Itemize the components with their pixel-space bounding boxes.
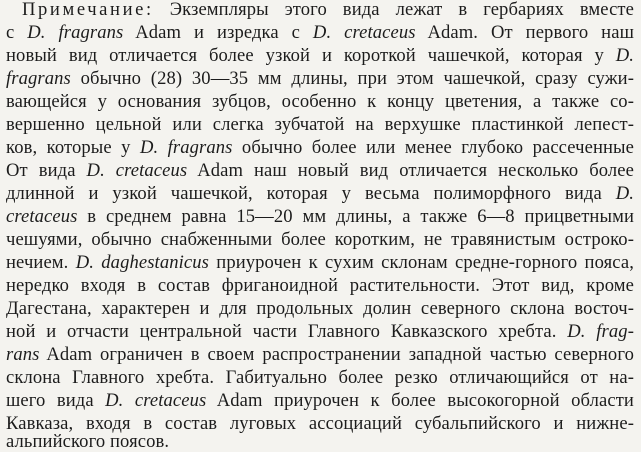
text-line-14: Дагестана, характерен и для продольных долин северного склона восточ- [6,298,634,319]
text-line-15: ной и отчасти центральной части Главного Кавказского хребта. D. frag- [6,321,634,342]
text-line-4: fragrans обычно (28) 30—35 мм длины, при этом чашечкой, сразу сужи- [6,68,634,89]
text-line-17: склона Главного хребта. Габитуально более резко отличающийся от на- [6,367,634,388]
taxon-name: D. [615,45,634,66]
taxon-name: D. cretaceus [312,22,416,43]
taxon-name: rans [6,344,40,365]
text-line-16: rans Adam ограничен в своем распространении западной частью северного [6,344,634,365]
taxon-name: D. cretaceus [86,160,188,181]
text-line-10: cretaceus в среднем равна 15—20 мм длины, а также 6—8 прицветными [6,206,634,227]
text-line-19: Кавказа, входя в состав луговых ассоциаций субальпийского и нижне- [6,413,634,434]
text-line-18: шего вида D. cretaceus Adam приурочен к более высокогорной области [6,390,634,411]
text-line-5: вающейся у основания зубцов, особенно к концу цветения, а также со- [6,91,634,112]
text-line-8: От вида D. cretaceus Adam наш новый вид отличается несколько более [6,160,634,181]
text-line-7: ков, которые у D. fragrans обычно более или менее глубоко рассеченные [6,137,634,158]
taxon-name: D. frag- [567,321,634,342]
taxon-name: D. fragrans [139,137,233,158]
text-line-3: новый вид отличается более узкой и короткой чашечкой, которая у D. [6,45,634,66]
text-line-9: длинной и узкой чашечкой, которая у весьма полиморфного вида D. [6,183,634,204]
text-line-20: альпийского поясов. [6,431,170,452]
taxon-name: D. daghestanicus [75,252,209,273]
text-line-13: нередко входя в состав фриганоидной растительности. Этот вид, кроме [6,275,634,296]
taxon-name: D. [615,183,634,204]
text-line-12: нечием. D. daghestanicus приурочен к сухим склонам средне-горного пояса, [6,252,634,273]
text-line-1: Примечание: Экземпляры этого вида лежат в гербариях вместе [22,0,635,20]
text-line-6: вершенно цельной или слегка зубчатой на верхушке пластинкой лепест- [6,114,634,135]
taxon-name: fragrans [6,68,71,89]
taxon-name: D. fragrans [27,22,124,43]
taxon-name: cretaceus [6,206,78,227]
text-line-2: с D. fragrans Adam и изредка с D. cretaceus Adam. От первого наш [6,22,634,43]
note-heading: Примечание: [22,0,154,20]
text-line-11: чешуями, обычно снабженными более коротким, не травянистым остроко- [6,229,634,250]
taxon-name: D. cretaceus [105,390,207,411]
